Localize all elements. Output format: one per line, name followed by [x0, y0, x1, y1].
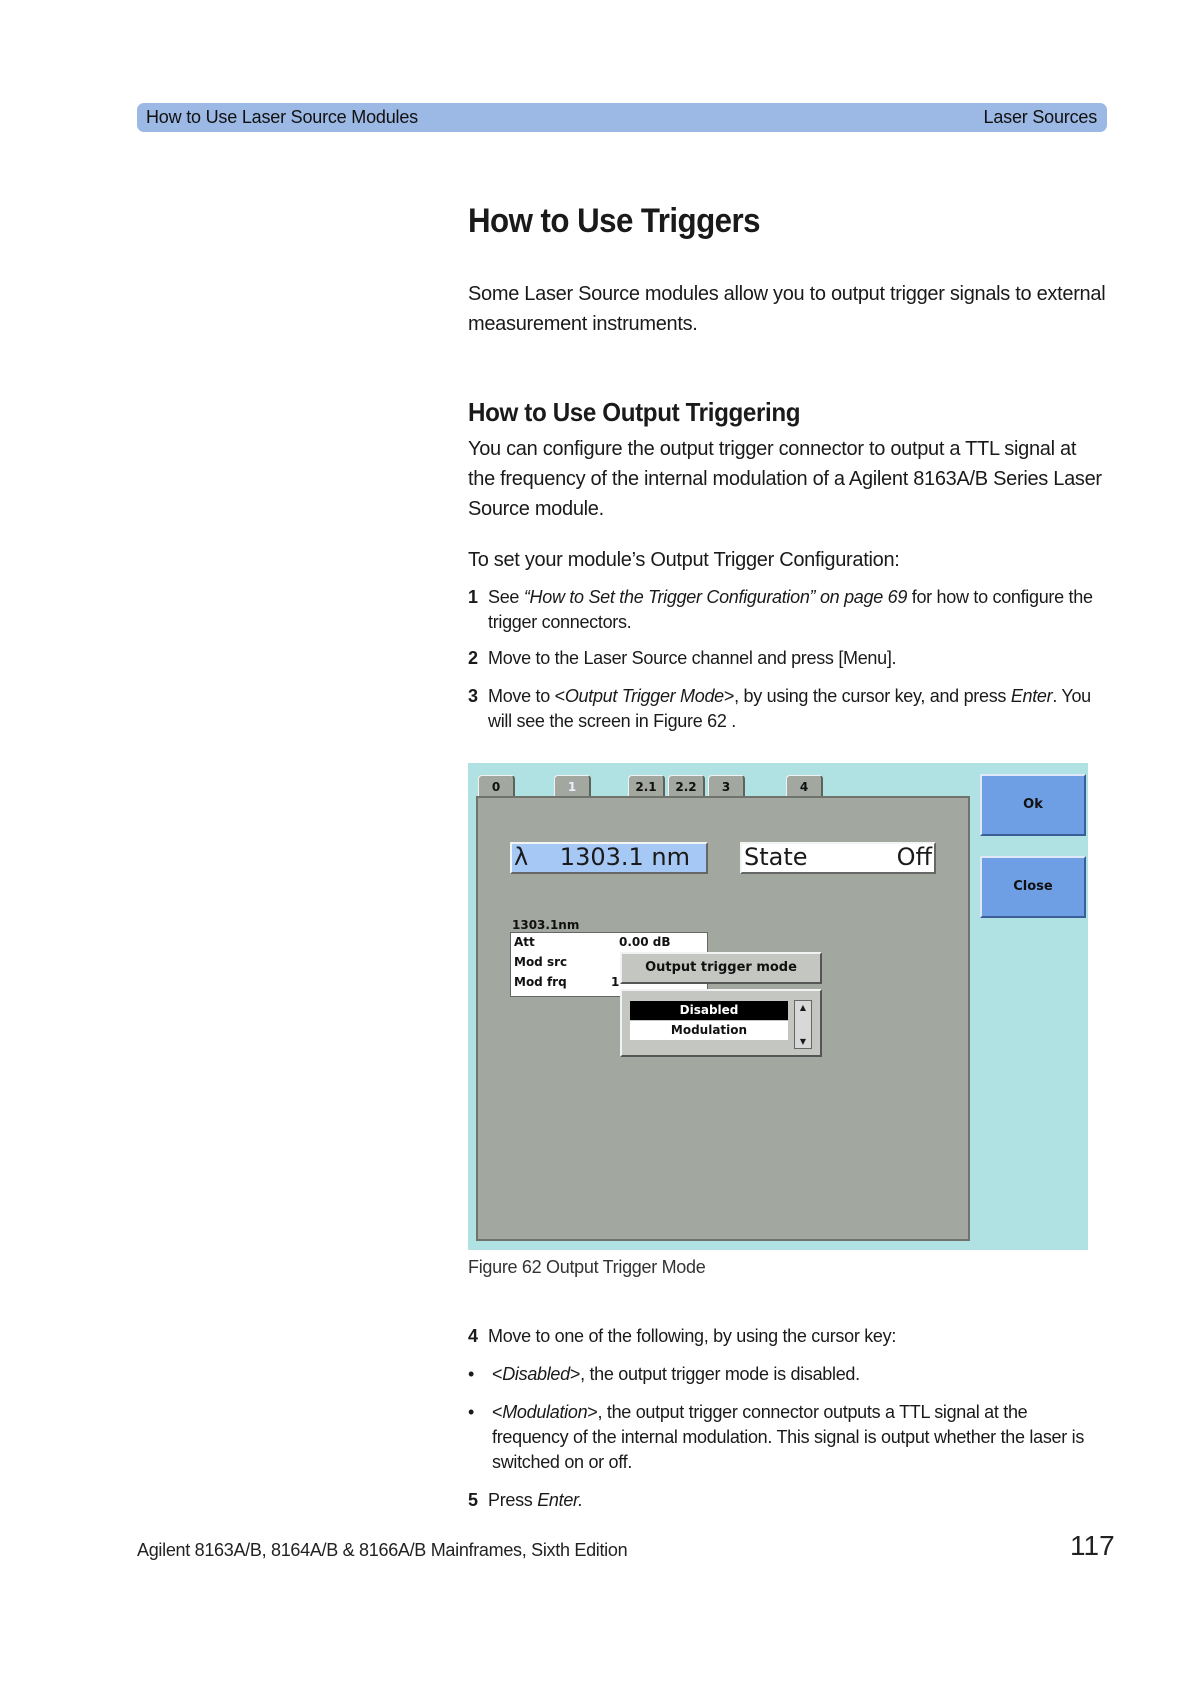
popup-title: Output trigger mode — [620, 952, 822, 984]
option-modulation[interactable]: Modulation — [630, 1021, 788, 1040]
page-title: How to Use Triggers — [468, 202, 760, 240]
mod-src-label: Mod src — [514, 955, 568, 969]
mod-frq-label: Mod frq — [514, 975, 567, 989]
step-number: 5 — [468, 1490, 478, 1510]
bullet-disabled — [468, 1362, 1108, 1387]
wavelength-display[interactable] — [510, 842, 708, 874]
list-scrollbar[interactable] — [794, 1000, 812, 1049]
step-number: 2 — [468, 648, 478, 668]
bullet-modulation — [468, 1400, 1108, 1475]
intro-paragraph: Some Laser Source modules allow you to output trigger signals to external measurement instruments. — [468, 283, 1106, 335]
step-text: Press Enter. — [488, 1490, 583, 1510]
step-3 — [468, 684, 1108, 734]
ok-button[interactable]: Ok — [980, 774, 1086, 836]
body-paragraph-2: To set your module’s Output Trigger Configuration: — [468, 549, 900, 571]
output-trigger-mode-screenshot — [468, 763, 1088, 1250]
header-section-title: How to Use Laser Source Modules — [146, 107, 418, 127]
wavelength-value: 1303.1 nm — [559, 843, 690, 871]
state-value: Off — [896, 843, 932, 871]
step-number: 3 — [468, 686, 478, 706]
scroll-down-icon[interactable]: ▼ — [799, 1037, 807, 1046]
att-label: Att — [514, 935, 535, 949]
bullet-mark: • — [468, 1364, 475, 1384]
footer-publication: Agilent 8163A/B, 8164A/B & 8166A/B Mainframes, Sixth Edition — [137, 1540, 628, 1560]
section-heading: How to Use Output Triggering — [468, 397, 801, 427]
att-value: 0.00 dB — [619, 935, 671, 949]
page-number: 117 — [1070, 1530, 1115, 1561]
options-list — [620, 989, 822, 1057]
bullet-text: <Disabled>, the output trigger mode is disabled. — [492, 1364, 860, 1384]
channel-panel — [476, 796, 970, 1241]
body-paragraph-1: You can configure the output trigger connector to output a TTL signal at the frequency of the internal modulation of a Agilent 8163A/B Series Laser Source module. — [468, 438, 1102, 520]
lambda-symbol: λ — [514, 843, 529, 871]
step-1 — [468, 585, 1108, 635]
cross-reference-link[interactable]: “How to Set the Trigger Configuration” on page 69 — [523, 587, 908, 607]
step-4 — [468, 1324, 1108, 1349]
step-2 — [468, 646, 1108, 671]
tab-2-2[interactable]: 2.2 — [668, 775, 705, 798]
step-5 — [468, 1488, 1108, 1513]
bullet-text: <Modulation>, the output trigger connector outputs a TTL signal at the frequency of the internal modulation. This signal is output whether the laser is switched on or off. — [492, 1402, 1085, 1472]
scroll-up-icon[interactable]: ▲ — [799, 1003, 807, 1012]
tab-2-1[interactable]: 2.1 — [628, 775, 665, 798]
header-chapter-title: Laser Sources — [983, 107, 1097, 127]
step-number: 4 — [468, 1326, 478, 1346]
tab-0[interactable]: 0 — [478, 775, 515, 798]
mod-frq-value: 1 — [611, 975, 620, 989]
state-display[interactable] — [740, 842, 936, 874]
figure-caption: Figure 62 Output Trigger Mode — [468, 1257, 706, 1277]
state-label: State — [744, 843, 808, 871]
option-disabled[interactable]: Disabled — [630, 1001, 788, 1020]
step-text: Move to one of the following, by using the cursor key: — [488, 1326, 897, 1346]
step-text: Move to <Output Trigger Mode>, by using the cursor key, and press Enter. You will see the screen in Figure 62 . — [488, 686, 1091, 731]
tab-3[interactable]: 3 — [708, 775, 745, 798]
bullet-mark: • — [468, 1402, 475, 1422]
info-title: 1303.1nm — [512, 918, 580, 932]
tab-4[interactable]: 4 — [786, 775, 823, 798]
step-number: 1 — [468, 587, 478, 607]
step-text: Move to the Laser Source channel and press [Menu]. — [488, 648, 897, 668]
tab-1[interactable]: 1 — [554, 775, 591, 798]
step-text: See “How to Set the Trigger Configuration” on page 69 for how to configure the trigger connectors. — [488, 587, 1093, 632]
close-button[interactable]: Close — [980, 856, 1086, 918]
running-header — [137, 103, 1107, 132]
